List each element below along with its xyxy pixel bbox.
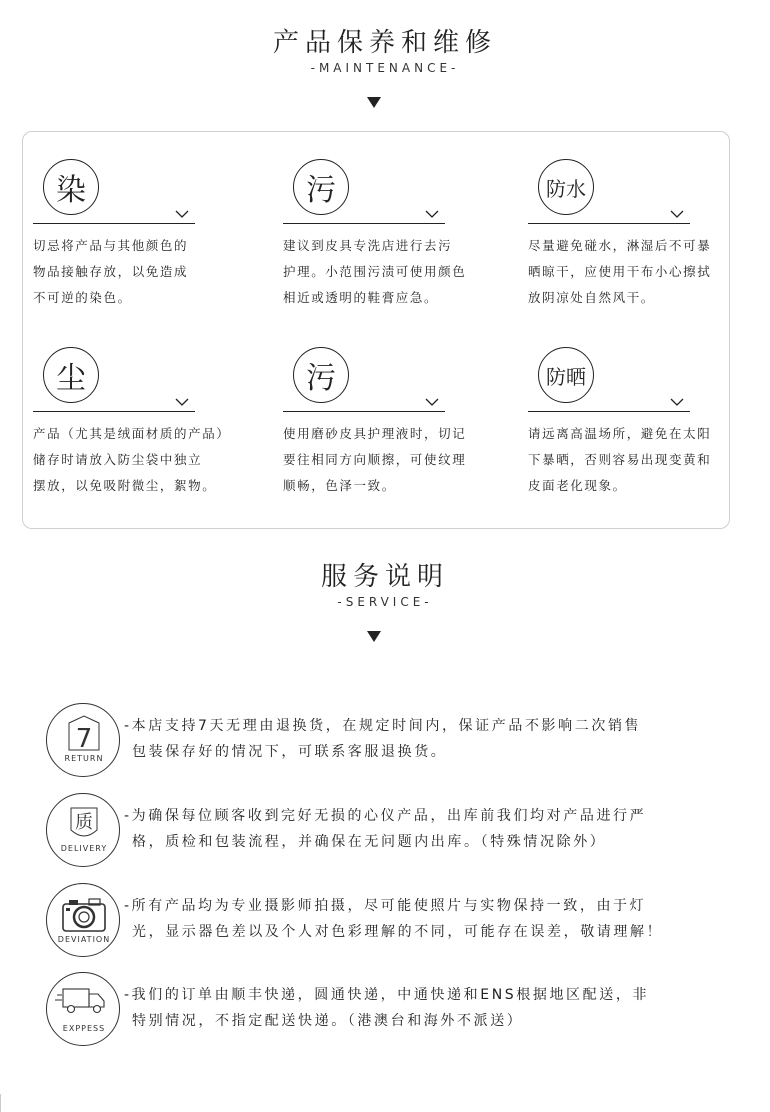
down-triangle-icon: [367, 631, 381, 642]
stain-icon: 污: [293, 347, 349, 403]
dye-icon: 染: [43, 159, 99, 215]
camera-icon: DEVIATION: [46, 883, 120, 957]
care-desc: 请远离高温场所，避免在太阳 下暴晒，否则容易出现变黄和 皮面老化现象。: [528, 426, 712, 493]
chevron-down-icon: [175, 397, 189, 407]
svg-text:质: 质: [75, 812, 93, 833]
service-item-return: [46, 703, 746, 779]
divider: [0, 1094, 1, 1112]
service-desc: -所有产品均为专业摄影师拍摄，尽可能使照片与实物保持一致，由于灯 光，显示器色差以及个人对色彩理解的不同，可能存在误差，敬请理解！: [124, 898, 664, 940]
stain-icon: 污: [293, 159, 349, 215]
divider: [33, 223, 195, 224]
chevron-down-icon: [670, 209, 684, 219]
service-item-deviation: [46, 883, 746, 959]
chevron-down-icon: [175, 209, 189, 219]
sunproof-icon: 防晒: [538, 347, 594, 403]
service-title: 服务说明: [320, 562, 449, 592]
divider: [33, 411, 195, 412]
chevron-down-icon: [425, 209, 439, 219]
service-desc: -为确保每位顾客收到完好无损的心仪产品，出库前我们均对产品进行严 格，质检和包装流程，并确保在无问题内出库。（特殊情况除外）: [124, 808, 647, 850]
care-desc: 建议到皮具专洗店进行去污 护理。小范围污渍可使用颜色 相近或透明的鞋膏应急。: [283, 238, 467, 305]
care-desc: 产品（尤其是绒面材质的产品） 储存时请放入防尘袋中独立 摆放，以免吸附微尘，絮物。: [33, 426, 231, 493]
return-7-icon: 7 RETURN: [46, 703, 120, 777]
divider: [283, 223, 445, 224]
service-subtitle: -SERVICE-: [337, 595, 433, 609]
service-item-delivery: [46, 793, 746, 869]
down-triangle-icon: [367, 97, 381, 108]
divider: [528, 223, 690, 224]
service-desc: -我们的订单由顺丰快递，圆通快递，中通快递和ENS根据地区配送，非 特别情况，不指定配送快递。（港澳台和海外不派送）: [124, 987, 650, 1029]
chevron-down-icon: [670, 397, 684, 407]
delivery-truck-icon: EXPPESS: [46, 972, 120, 1046]
dust-icon: 尘: [43, 347, 99, 403]
service-item-express: [46, 972, 746, 1048]
divider: [283, 411, 445, 412]
quality-icon: 质 DELIVERY: [46, 793, 120, 867]
care-desc: 使用磨砂皮具护理液时，切记 要往相同方向顺擦，可使纹理 顺畅，色泽一致。: [283, 426, 467, 493]
care-desc: 尽量避免碰水，淋湿后不可暴 晒晾干，应使用干布小心擦拭 放阴凉处自然风干。: [528, 238, 712, 305]
care-desc: 切忌将产品与其他颜色的 物品接触存放，以免造成 不可逆的染色。: [33, 238, 189, 305]
maintenance-title: 产品保养和维修: [272, 28, 497, 58]
svg-text:7: 7: [75, 724, 93, 754]
divider: [528, 411, 690, 412]
maintenance-subtitle: -MAINTENANCE-: [310, 61, 460, 75]
chevron-down-icon: [425, 397, 439, 407]
service-desc: -本店支持7天无理由退换货，在规定时间内，保证产品不影响二次销售 包装保存好的情况下，可联系客服退换货。: [124, 718, 642, 760]
waterproof-icon: 防水: [538, 159, 594, 215]
